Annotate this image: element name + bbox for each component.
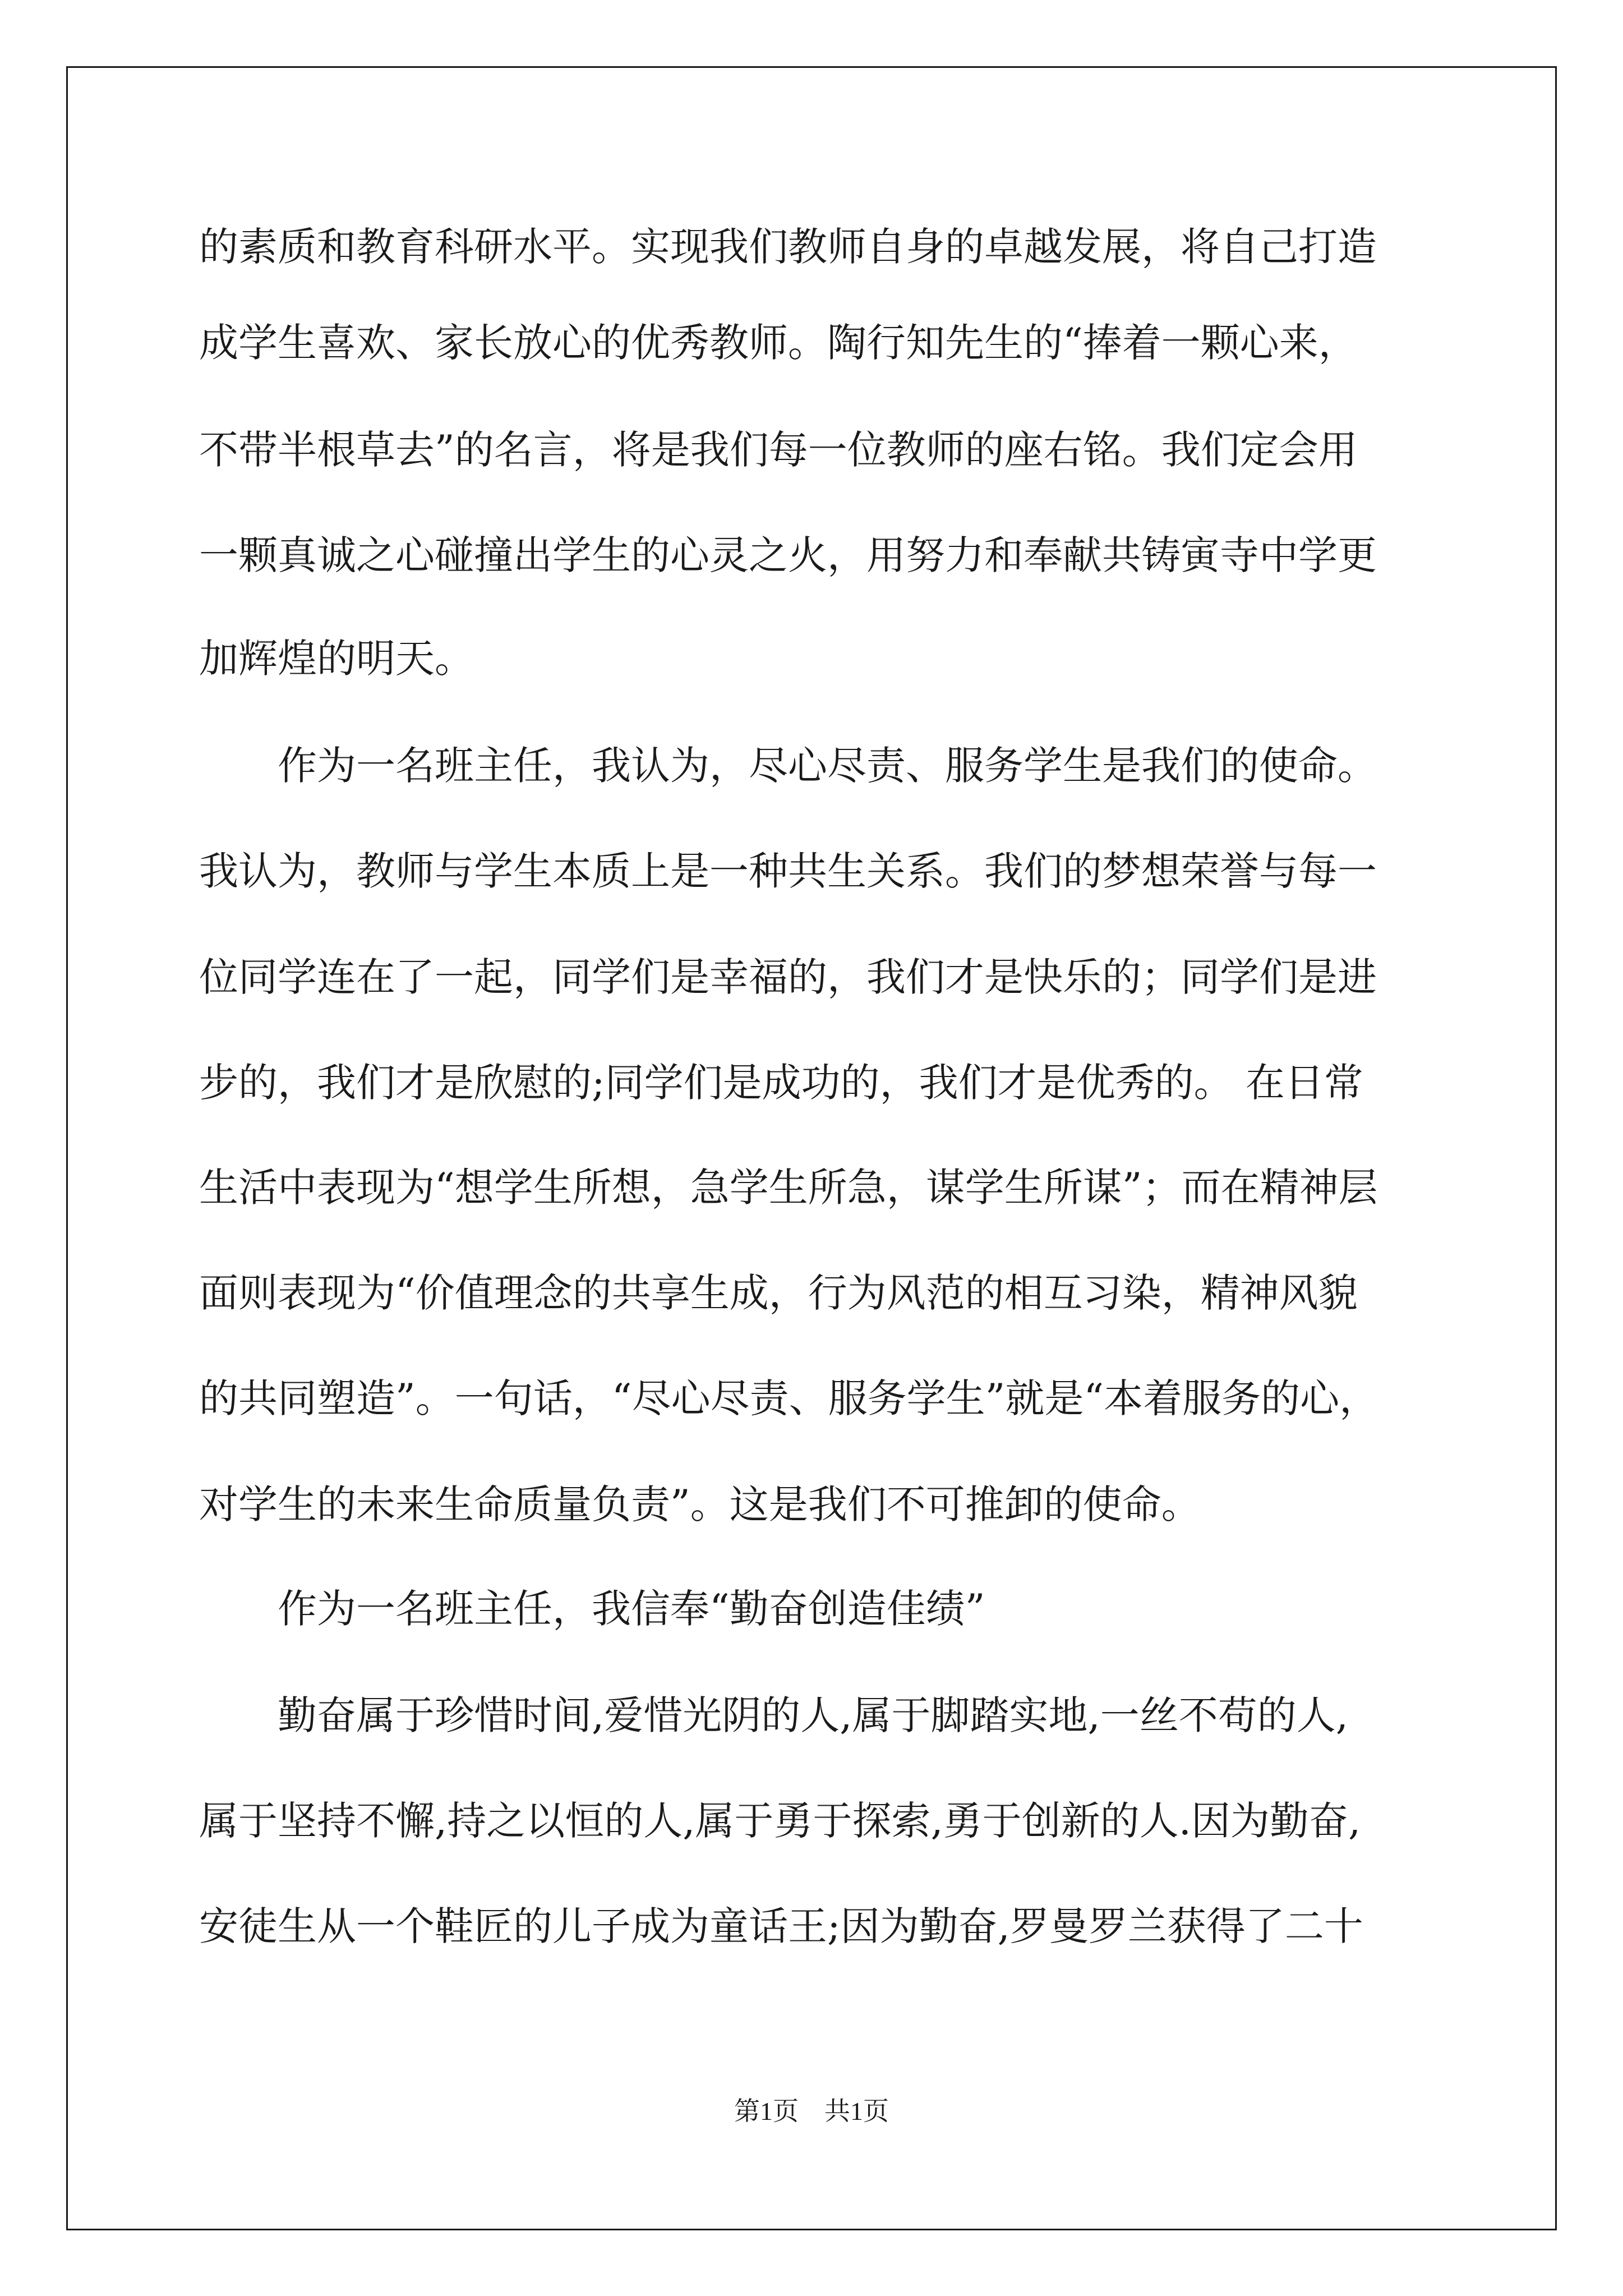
body-line: 成学生喜欢、家长放心的优秀教师。陶行知先生的“捧着一颗心来，	[199, 320, 1358, 366]
body-line: 的共同塑造”。一句话，“尽心尽责、服务学生”就是“本着服务的心，	[199, 1375, 1379, 1421]
body-line: 不带半根草去”的名言，将是我们每一位教师的座右铭。我们定会用	[199, 427, 1358, 473]
body-line: 我认为，教师与学生本质上是一种共生关系。我们的梦想荣誉与每一	[199, 848, 1377, 894]
body-line: 安徒生从一个鞋匠的儿子成为童话王;因为勤奋,罗曼罗兰获得了二十	[199, 1903, 1363, 1949]
body-line: 步的，我们才是欣慰的;同学们是成功的，我们才是优秀的。 在日常	[199, 1060, 1363, 1106]
body-line: 的素质和教育科研水平。实现我们教师自身的卓越发展，将自己打造	[199, 224, 1377, 270]
body-line: 一颗真诚之心碰撞出学生的心灵之火，用努力和奉献共铸寅寺中学更	[199, 532, 1377, 578]
body-line: 作为一名班主任，我信奉“勤奋创造佳绩”	[199, 1586, 985, 1632]
body-line: 勤奋属于珍惜时间,爱惜光阴的人,属于脚踏实地,一丝不苟的人,	[199, 1692, 1349, 1738]
page-footer: 第1页 共1页	[734, 2097, 889, 2125]
body-line: 位同学连在了一起，同学们是幸福的，我们才是快乐的；同学们是进	[199, 954, 1377, 1000]
body-line: 作为一名班主任，我认为，尽心尽责、服务学生是我们的使命。	[199, 743, 1377, 789]
body-line: 面则表现为“价值理念的共享生成，行为风范的相互习染，精神风貌	[199, 1270, 1358, 1316]
body-line: 加辉煌的明天。	[199, 636, 474, 682]
body-line: 属于坚持不懈,持之以恒的人,属于勇于探索,勇于创新的人.因为勤奋,	[199, 1798, 1361, 1844]
body-line: 生活中表现为“想学生所想，急学生所急，谋学生所谋”；而在精神层	[199, 1165, 1378, 1211]
body-line: 对学生的未来生命质量负责”。这是我们不可推卸的使命。	[199, 1481, 1201, 1527]
